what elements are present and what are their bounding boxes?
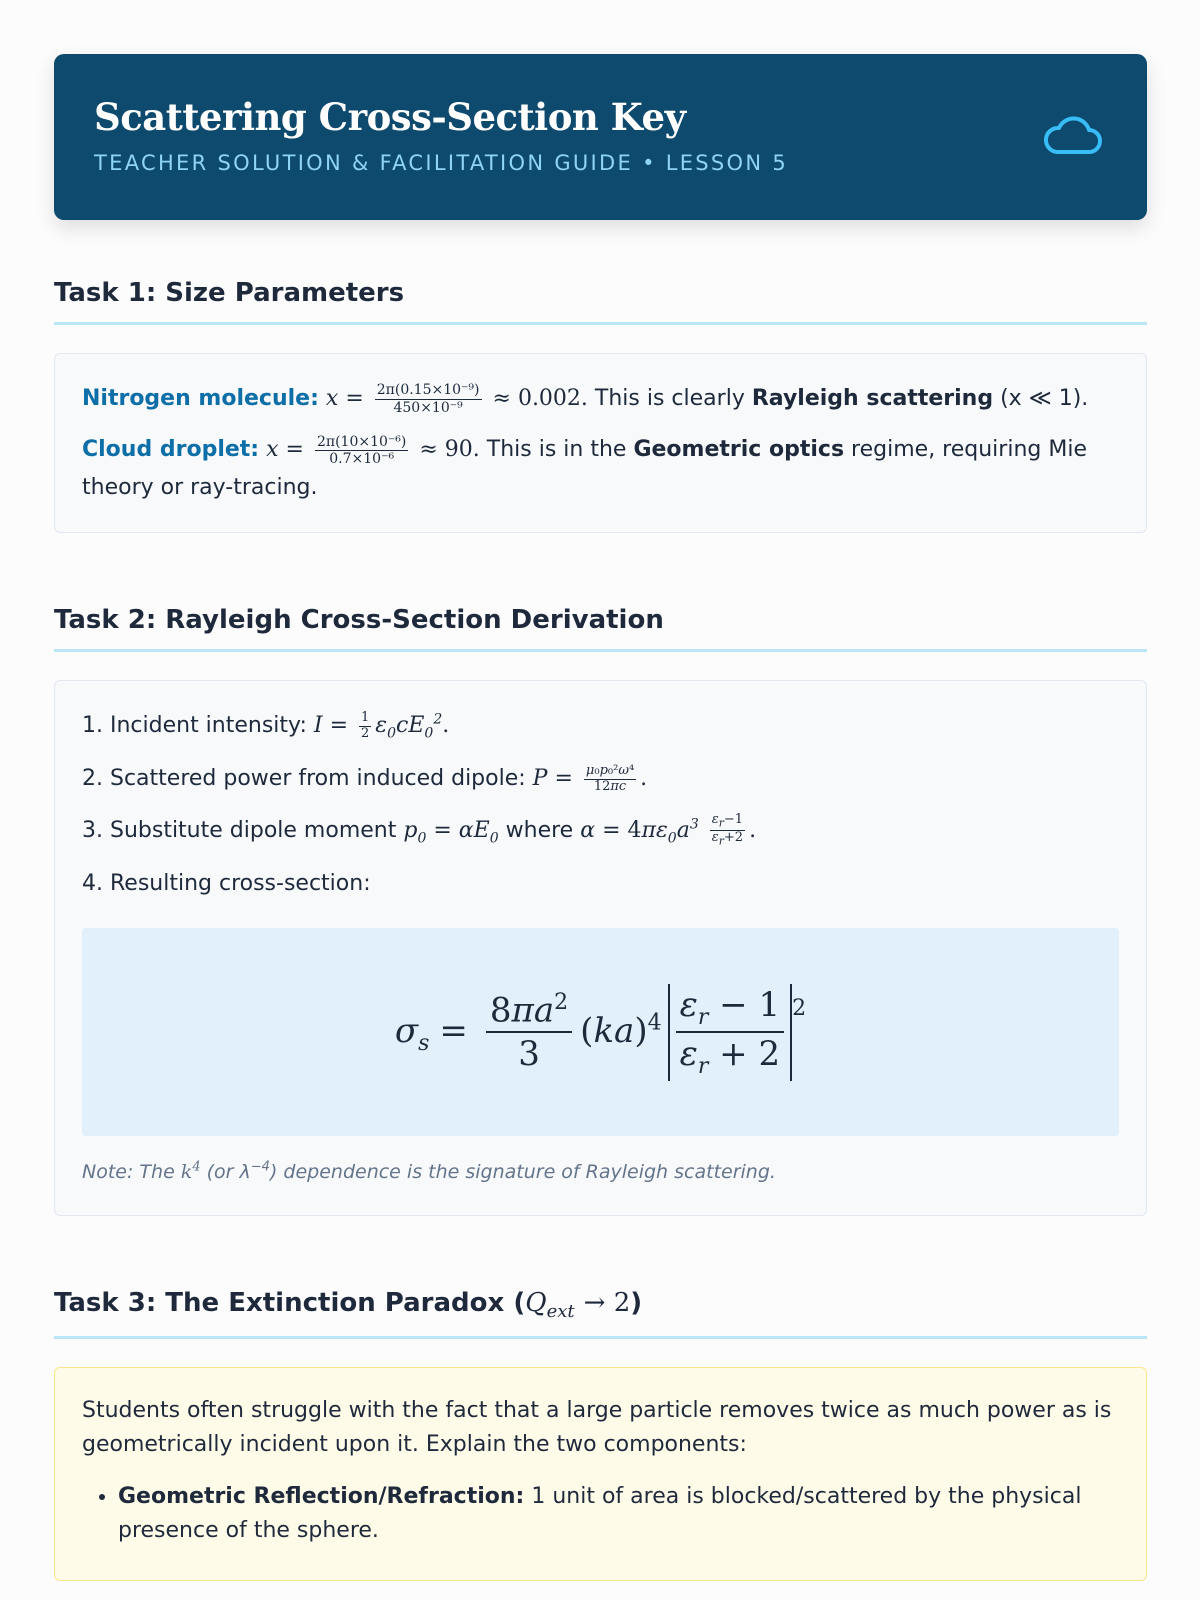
task2-card (54, 680, 1147, 1215)
page-title: Scattering Cross-Section Key (94, 95, 686, 139)
task2-title: Task 2: Rayleigh Cross-Section Derivation (54, 605, 1147, 652)
cross-section-formula: $\sigma_s$ = $\frac{8\pi a^2}{3}$ (ka)$^4$ $\frac{\varepsilon_r - 1}{\varepsilon_r + 2}$ $^2$ (82, 928, 1119, 1136)
rayleigh-note: Note: The $k^4$ (or $\lambda^{-4}$) dependence is the signature of Rayleigh scattering. (82, 1160, 776, 1184)
lesson-header (54, 54, 1147, 220)
droplet-fraction: $\frac{\text{2π(10×10⁻⁶)}}{\text{0.7×10⁻⁶}}$ (316, 433, 407, 467)
page-subtitle: TEACHER SOLUTION & FACILITATION GUIDE • LESSON 5 (94, 151, 789, 175)
geometric-regime: Geometric optics (633, 437, 845, 463)
list-item: • Geometric Reflection/Refraction: 1 unit of area is blocked/scattered by the physical presence of the sphere. (118, 1480, 1119, 1548)
rayleigh-regime: Rayleigh scattering (751, 386, 994, 411)
step-4: 4. Resulting cross-section: (82, 870, 371, 896)
nitrogen-line: Nitrogen molecule: x = $\frac{\text{2π(0.15×10⁻⁹)}}{\text{450×10⁻⁹}}$ ≈ 0.002. This is clearly Rayleigh scattering (x ≪ 1). (82, 382, 1089, 416)
task3-title: Task 3: The Extinction Paradox $(Q_{ext} \to 2)$ (54, 1288, 1147, 1339)
droplet-line: Cloud droplet: x = $\frac{\text{2π(10×10⁻⁶)}}{\text{0.7×10⁻⁶}}$ ≈ 90. This is in the Geometric optics regime, requiring Mie theory or ray-tracing. (82, 433, 1087, 500)
task3-section (54, 1288, 1147, 1582)
droplet-label: Cloud droplet: (82, 437, 260, 463)
step-3: 3. Substitute dipole moment $p_0 = \alpha E_0$ where $\alpha = 4\pi\varepsilon_0a^3$ $\frac{\varepsilon_r-1}{\varepsilon_r+2}$ . (82, 812, 757, 848)
task1-card (54, 353, 1147, 533)
step-1: 1. Incident intensity: I = $\frac{1}{2}$ $\varepsilon_0cE_0^2$. (82, 709, 450, 742)
task3-intro: Students often struggle with the fact that a large particle removes twice as much power as is geometrically incident upon it. Explain the two components: (82, 1397, 1112, 1457)
task1-section (54, 278, 1147, 533)
task1-title: Task 1: Size Parameters (54, 278, 1147, 325)
nitrogen-fraction: $\frac{\text{2π(0.15×10⁻⁹)}}{\text{450×10⁻⁹}}$ (376, 382, 480, 416)
step-2: 2. Scattered power from induced dipole: P = $\frac{\text{μ₀p₀²ω⁴}}{12\pi c}$ . (82, 762, 648, 794)
task2-section (54, 605, 1147, 1215)
nitrogen-label: Nitrogen molecule: (82, 386, 319, 411)
task3-card (54, 1367, 1147, 1581)
page (54, 54, 1147, 1581)
task3-list (82, 1480, 1119, 1548)
cloud-icon (1041, 112, 1105, 160)
